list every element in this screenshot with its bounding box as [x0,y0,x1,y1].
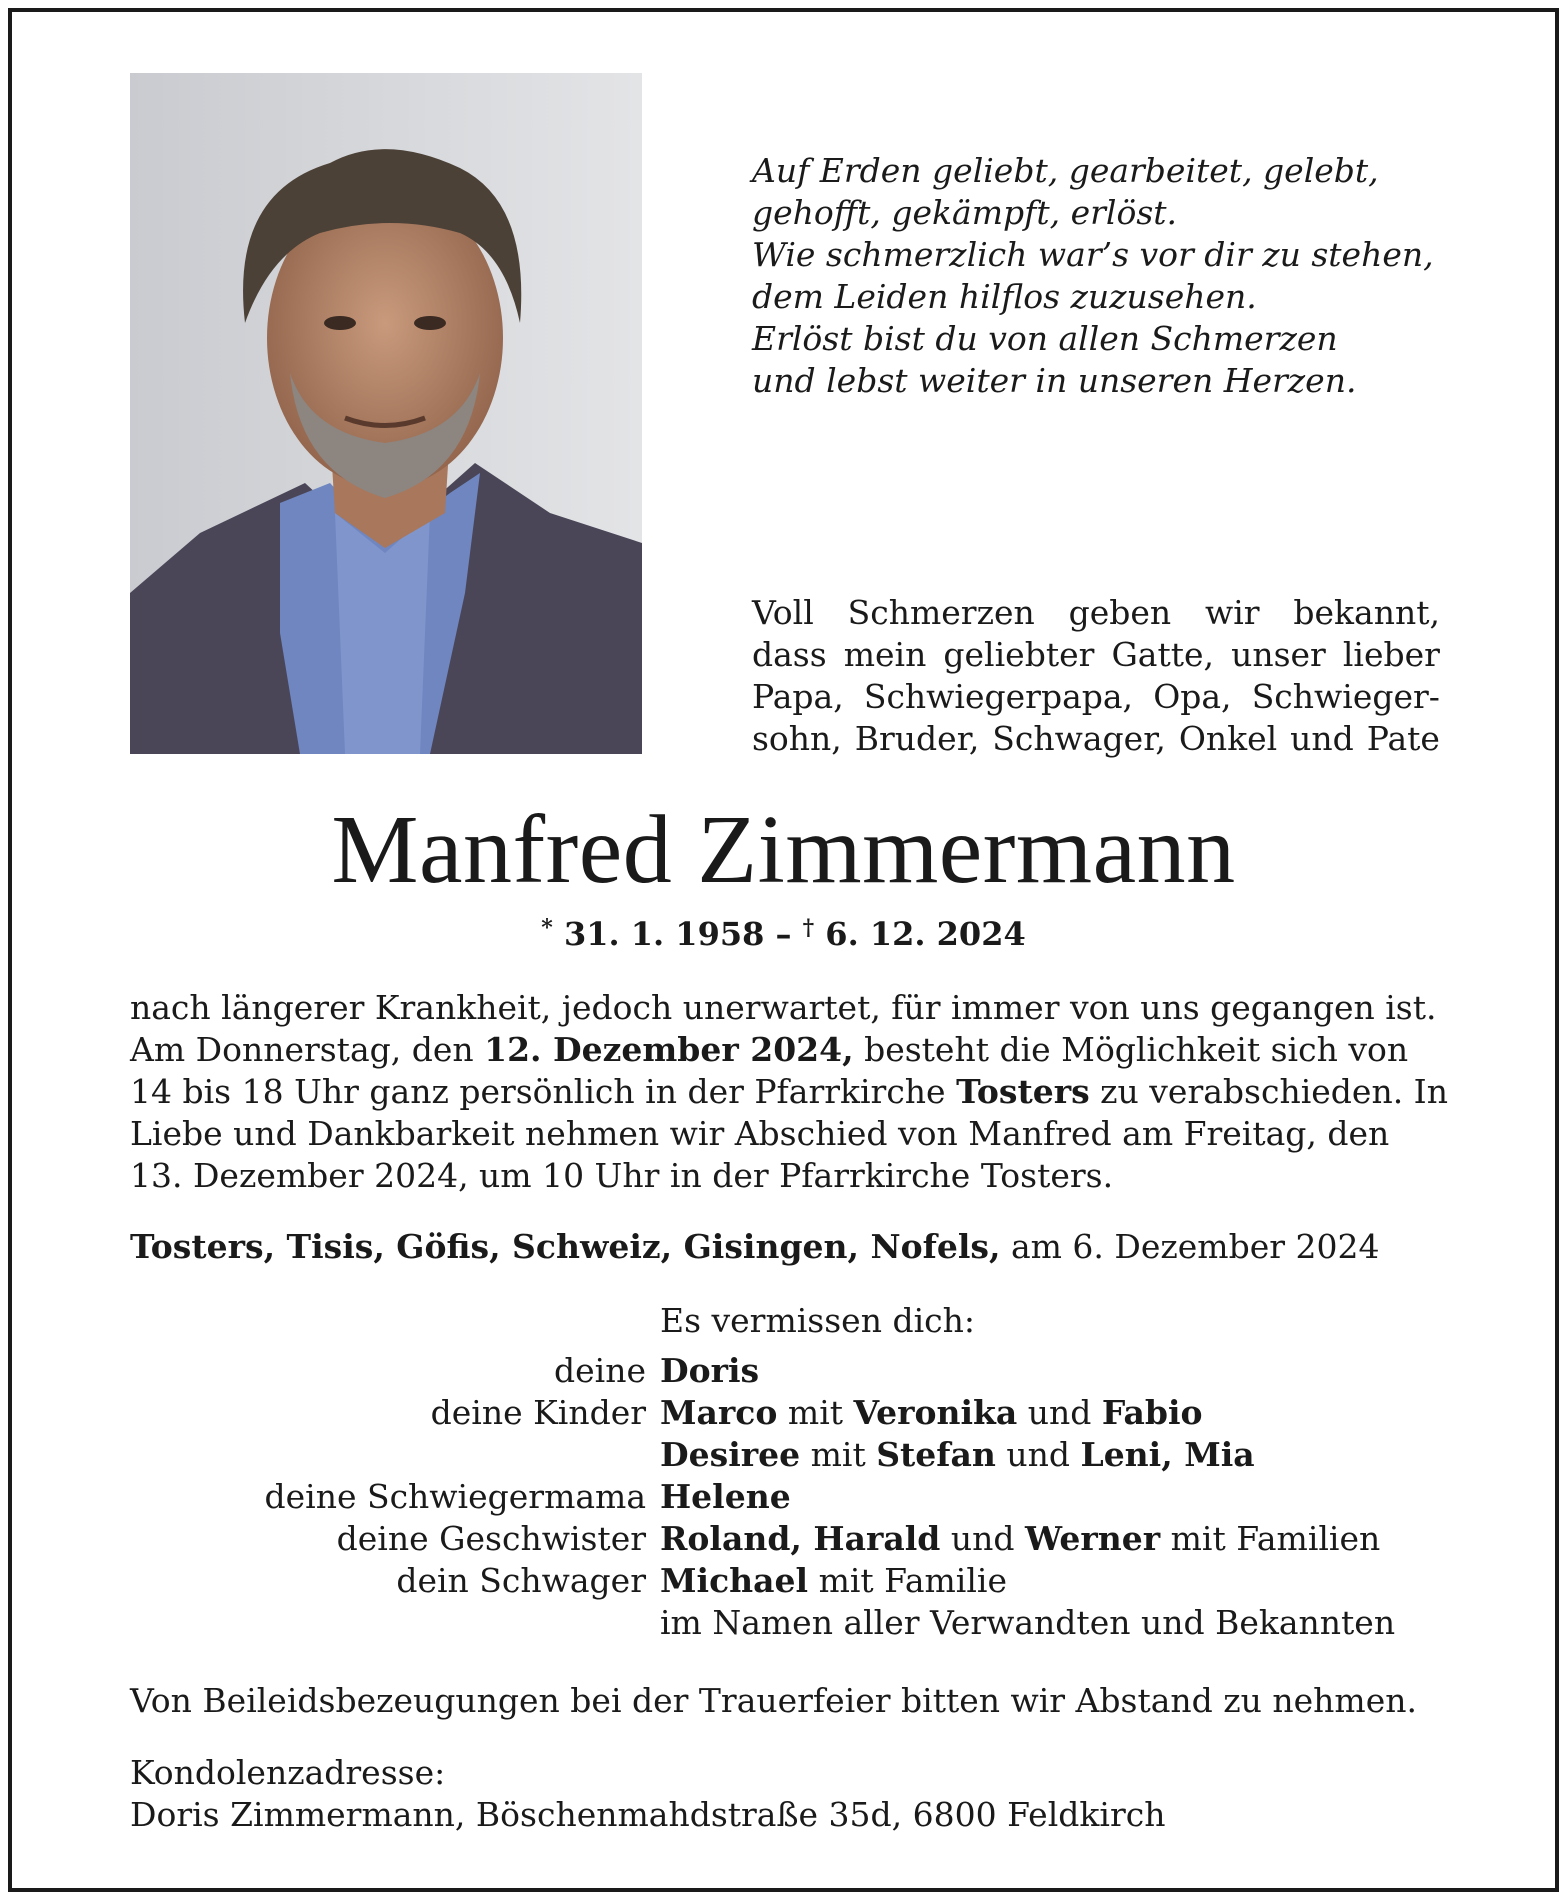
body-text: zu verabschieden. In [1089,1072,1448,1111]
body-line: Liebe und Dankbarkeit nehmen wir Abschied von Manfred am Freitag, den [130,1114,1390,1153]
mourner-relation: deine Kinder [430,1393,646,1432]
announcement-body [130,987,1448,1197]
poem-line: Wie schmerzlich war’s vor dir zu stehen, [752,235,1434,274]
mourner-name: Helene [660,1477,791,1516]
mourner-row [0,1560,1567,1602]
intro-word: Pate [1366,719,1440,758]
body-text: 14 bis 18 Uhr ganz persönlich in der Pfarrkirche [130,1072,957,1111]
condolence-address-line: Doris Zimmermann, Böschenmahdstraße 35d, 6800 Feldkirch [130,1795,1166,1834]
intro-line [752,634,1440,676]
mourner-relation: deine Geschwister [336,1519,646,1558]
mourner-relation: deine [554,1351,646,1390]
poem-line: Erlöst bist du von allen Schmerzen [752,319,1338,358]
mourner-text: im Namen aller Verwandten und Bekannten [660,1603,1396,1642]
mourner-names [660,1350,759,1392]
mourner-text: mit [800,1435,877,1474]
mourner-row [0,1476,1567,1518]
intro-word: und [1290,719,1354,758]
memorial-poem [752,150,1452,402]
intro-word: sohn, [752,719,842,758]
death-date: 6. 12. 2024 [825,915,1026,953]
mourner-name: Doris [660,1351,760,1390]
mourner-names [660,1560,1007,1602]
mourner-text: und [940,1519,1025,1558]
mourner-text: mit Familie [808,1561,1007,1600]
mourner-name: Werner [1024,1519,1161,1558]
mourner-row [0,1434,1567,1476]
mourner-text: mit [777,1393,854,1432]
mourner-names [660,1434,1255,1476]
life-dates [0,908,1567,954]
notice-date: am 6. Dezember 2024 [1000,1227,1380,1266]
viewing-date: 12. Dezember 2024, [484,1030,854,1069]
mourner-relation: deine Schwiegermama [264,1477,646,1516]
body-text: Am Donnerstag, den [130,1030,485,1069]
poem-line: gehofft, gekämpft, erlöst. [752,193,1178,232]
condolence-label: Kondolenzadresse: [130,1753,446,1792]
condolence-address [130,1752,1460,1836]
mourner-text: und [1017,1393,1102,1432]
intro-word: wir [1204,593,1260,632]
intro-word: Voll [752,593,814,632]
body-line: 13. Dezember 2024, um 10 Uhr in der Pfarrkirche Tosters. [130,1156,1114,1195]
mourners-heading: Es vermissen dich: [660,1301,975,1340]
intro-line [752,718,1440,760]
intro-word: mein [843,635,927,674]
intro-word: Gatte, [1111,635,1215,674]
intro-word: Opa, [1153,677,1232,716]
mourner-name: Veronika [853,1393,1018,1432]
mourner-name: Michael [660,1561,809,1600]
mourner-row [0,1392,1567,1434]
mourner-row [0,1518,1567,1560]
date-separator: – [775,915,792,953]
birth-mark: * [541,915,553,941]
mourner-text: und [995,1435,1081,1474]
mourner-name: Desiree [660,1435,801,1474]
birth-date: 31. 1. 1958 [563,915,765,953]
mourner-names [660,1392,1203,1434]
death-mark: † [802,915,815,941]
intro-line [752,676,1440,718]
viewing-place: Tosters [956,1072,1090,1111]
intro-word: geben [1068,593,1172,632]
mourner-row [0,1350,1567,1392]
mourner-names [660,1476,791,1518]
mourner-names [660,1602,1395,1644]
places-list: Tosters, Tisis, Göfis, Schweiz, Gisingen, Nofels, [130,1227,1001,1266]
body-text: besteht die Möglichkeit sich von [853,1030,1409,1069]
intro-word: Schmerzen [847,593,1035,632]
intro-word: Schwieger- [1251,677,1440,716]
intro-word: unser [1231,635,1326,674]
mourner-row [0,1602,1567,1644]
places-and-date [130,1226,1450,1268]
closing-request: Von Beileidsbezeugungen bei der Trauerfeier bitten wir Abstand zu nehmen. [130,1681,1417,1720]
body-line [130,1029,1440,1071]
body-line: nach längerer Krankheit, jedoch unerwartet, für immer von uns gegangen ist. [130,988,1437,1027]
poem-line: und lebst weiter in unseren Herzen. [752,361,1357,400]
mourner-name: Stefan [876,1435,996,1474]
intro-word: bekannt, [1293,593,1440,632]
intro-word: Bruder, [854,719,980,758]
intro-word: Schwiegerpapa, [863,677,1134,716]
portrait-photo [130,73,642,754]
intro-word: Onkel [1178,719,1278,758]
intro-word: lieber [1342,635,1440,674]
mourner-name: Leni, Mia [1080,1435,1255,1474]
poem-line: Auf Erden geliebt, gearbeitet, gelebt, [752,151,1379,190]
mourner-names [660,1518,1380,1560]
mourner-text: mit Familien [1160,1519,1381,1558]
body-line [130,1071,1448,1113]
intro-line [752,592,1440,634]
intro-word: Papa, [752,677,844,716]
announcement-intro [752,592,1440,760]
mourner-relation: dein Schwager [396,1561,646,1600]
deceased-name: Manfred Zimmermann [331,796,1236,904]
mourner-name: Marco [660,1393,778,1432]
poem-line: dem Leiden hilflos zuzusehen. [752,277,1257,316]
mourner-name: Fabio [1101,1393,1203,1432]
intro-word: geliebter [943,635,1095,674]
intro-word: dass [752,635,827,674]
intro-word: Schwager, [992,719,1166,758]
mourner-name: Roland, Harald [660,1519,941,1558]
